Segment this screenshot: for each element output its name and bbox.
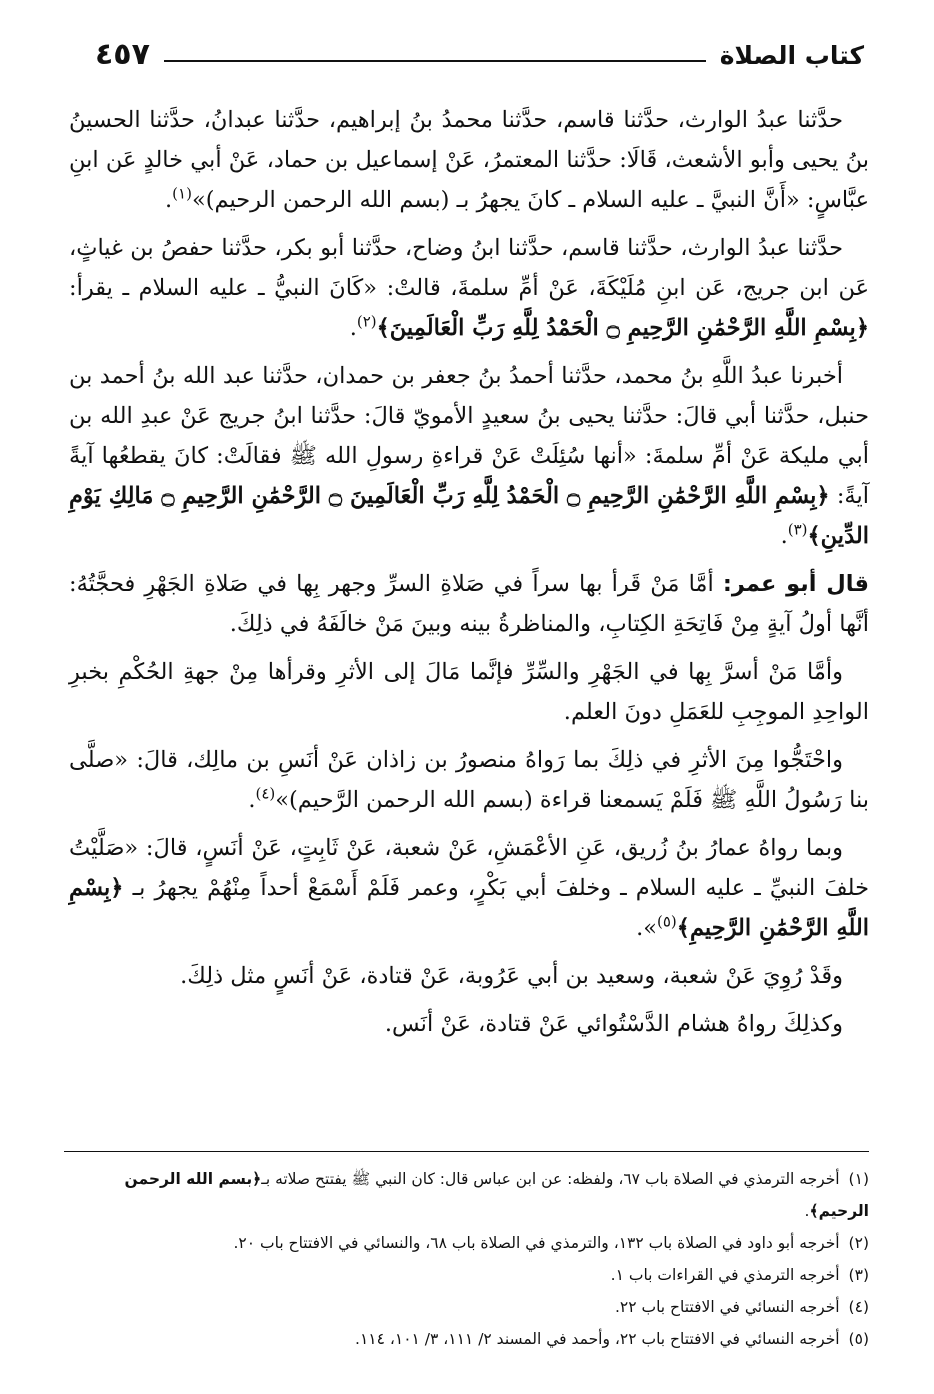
paragraph-9: وكذلِكَ رواهُ هشام الدَّسْتُوائي عَنْ قتادة، عَنْ أنَس.: [384, 1011, 843, 1037]
footnote-4: (٤) أخرجه النسائي في الافتتاح باب ٢٢.: [614, 1298, 869, 1316]
paragraph-1: حدَّثنا عبدُ الوارث، حدَّثنا قاسم، حدَّثنا محمدُ بنُ إبراهيم، حدَّثنا عبدانُ، حدَّثنا الحسينُ بنُ يحيى وأبو الأشعث، قَالَا: حدَّثنا المعتمرُ، عَنْ إسماعيل بن حماد، عَنْ أبي خالدٍ عَن ابنِ عبَّاسٍ: «أَنَّ النبيَّ ـ عليه السلام ـ كانَ يجهرُ بـ (بسم الله الرحمن الرحيم)»$^{(١)}$.: [69, 107, 869, 213]
quran-verse: ﴿بِسْمِ اللَّهِ الرَّحْمَٰنِ الرَّحِيمِ ۝ الْحَمْدُ لِلَّهِ رَبِّ الْعَالَمِينَ﴾: [376, 315, 869, 341]
footnotes: [64, 1163, 869, 1355]
footnote-ref[interactable]: (٢): [356, 312, 377, 331]
footnote-divider: [64, 1151, 869, 1152]
footnote-5: (٥) أخرجه النسائي في الافتتاح باب ٢٢، وأحمد في المسند ٢/ ١١١، ٣/ ١٠١، ١١٤.: [355, 1330, 869, 1348]
paragraph-5: وأمَّا مَنْ أسرَّ بِها في الجَهْرِ والسِّرِّ فإنَّما مَالَ إلى الأثرِ وقرأها مِنْ جهةِ الحُكْمِ بخبرِ الواحِدِ الموجِبِ للعَمَلِ دونَ العلم.: [69, 659, 869, 725]
footnote-ref[interactable]: (١): [172, 184, 192, 203]
footnote-3: (٣) أخرجه الترمذي في القراءات باب ١.: [610, 1266, 869, 1284]
header-rule: [164, 60, 706, 62]
page-header: [95, 28, 864, 72]
paragraph-4: قال أبو عمر: أمَّا مَنْ قَرأ بها سراً في صَلاةِ السرِّ وجهر بِها في صَلاةِ الجَهْرِ فحجَّتُهُ: أنَّها أولُ آيةٍ مِنْ فَاتِحَةِ الكِتابِ، والمناظرةُ بينه وبينَ مَنْ خالَفَهُ في ذلِكَ.: [69, 571, 869, 637]
footnote-2: (٢) أخرجه أبو داود في الصلاة باب ١٣٢، والترمذي في الصلاة باب ٦٨، والنسائي في الافتتاح باب ٢٠.: [233, 1234, 869, 1252]
book-title: كتاب الصلاة: [719, 41, 864, 70]
paragraph-2: حدَّثنا عبدُ الوارث، حدَّثنا قاسم، حدَّثنا ابنُ وضاح، حدَّثنا أبو بكر، حدَّثنا حفصُ بن غياثٍ، عَن ابن جريج، عَن ابنِ مُلَيْكَةَ، عَنْ أمِّ سلمةَ، قالتْ: «كَانَ النبيُّ ـ عليه السلام ـ يقرأ: ﴿بِسْمِ اللَّهِ الرَّحْمَٰنِ الرَّحِيمِ ۝ الْحَمْدُ لِلَّهِ رَبِّ الْعَالَمِينَ﴾$^{(٢)}$.: [69, 235, 869, 341]
footnote-1: (١) أخرجه الترمذي في الصلاة باب ٦٧، ولفظه: عن ابن عباس قال: كان النبي ﷺ يفتتح صلاته بـ﴿بسم الله الرحمن الرحيم﴾.: [124, 1170, 869, 1220]
quran-verse: ﴿بِسْمِ اللَّهِ الرَّحْمَٰنِ الرَّحِيمِ﴾: [69, 875, 869, 941]
quran-verse: ﴿بِسْمِ اللَّهِ الرَّحْمَٰنِ الرَّحِيمِ ۝ الْحَمْدُ لِلَّهِ رَبِّ الْعَالَمِينَ ۝ الرَّحْمَٰنِ الرَّحِيمِ ۝ مَالِكِ يَوْمِ الدِّينِ﴾: [69, 483, 869, 549]
speaker-label: قال أبو عمر:: [722, 571, 869, 597]
paragraph-3: أخبرنا عبدُ اللَّهِ بنُ محمد، حدَّثنا أحمدُ بنُ جعفر بن حمدان، حدَّثنا عبد الله بنُ أحمد بن حنبل، حدَّثنا أبي قالَ: حدَّثنا يحيى بنُ سعيدٍ الأمويّ قالَ: حدَّثنا ابنُ جريج عَنْ عبدِ الله بن أبي مليكة عَنْ أمِّ سلمةَ: «أنها سُئِلَتْ عَنْ قراءةِ رسولِ الله ﷺ فقالَتْ: كانَ يقطعُها آيةً آيةً: ﴿بِسْمِ اللَّهِ الرَّحْمَٰنِ الرَّحِيمِ ۝ الْحَمْدُ لِلَّهِ رَبِّ الْعَالَمِينَ ۝ الرَّحْمَٰنِ الرَّحِيمِ ۝ مَالِكِ يَوْمِ الدِّينِ﴾$^{(٣)}$.: [69, 363, 869, 549]
main-text: [69, 100, 869, 1052]
paragraph-8: وقَدْ رُوِيَ عَنْ شعبة، وسعيد بن أبي عَرُوبة، عَنْ قتادة، عَنْ أنَسٍ مثل ذلِكَ.: [180, 963, 843, 989]
paragraph-7: وبما رواهُ عمارُ بنُ زُريق، عَنِ الأعْمَشِ، عَنْ شعبة، عَنْ ثَابِتٍ، عَنْ أنَسٍ، قالَ: «صَلَّيْتُ خلفَ النبيِّ ـ عليه السلام ـ وخلفَ أبي بَكْرٍ، وعمر فَلَمْ أَسْمَعْ أحداً مِنْهُمْ يجهرُ بـ ﴿بِسْمِ اللَّهِ الرَّحْمَٰنِ الرَّحِيمِ﴾$^{(٥)}$».: [69, 835, 869, 941]
page-number: ٤٥٧: [95, 37, 150, 72]
footnote-ref[interactable]: (٣): [787, 520, 808, 539]
footnote-ref[interactable]: (٥): [656, 912, 677, 931]
paragraph-6: واحْتَجُّوا مِنَ الأثرِ في ذلِكَ بما رَواهُ منصورُ بن زاذان عَنْ أنَسِ بن مالِك، قالَ: «صلَّى بنا رَسُولُ اللَّهِ ﷺ فَلَمْ يَسمعنا قراءة (بسم الله الرحمن الرَّحيم)»$^{(٤)}$.: [69, 747, 869, 813]
footnote-ref[interactable]: (٤): [255, 784, 276, 803]
